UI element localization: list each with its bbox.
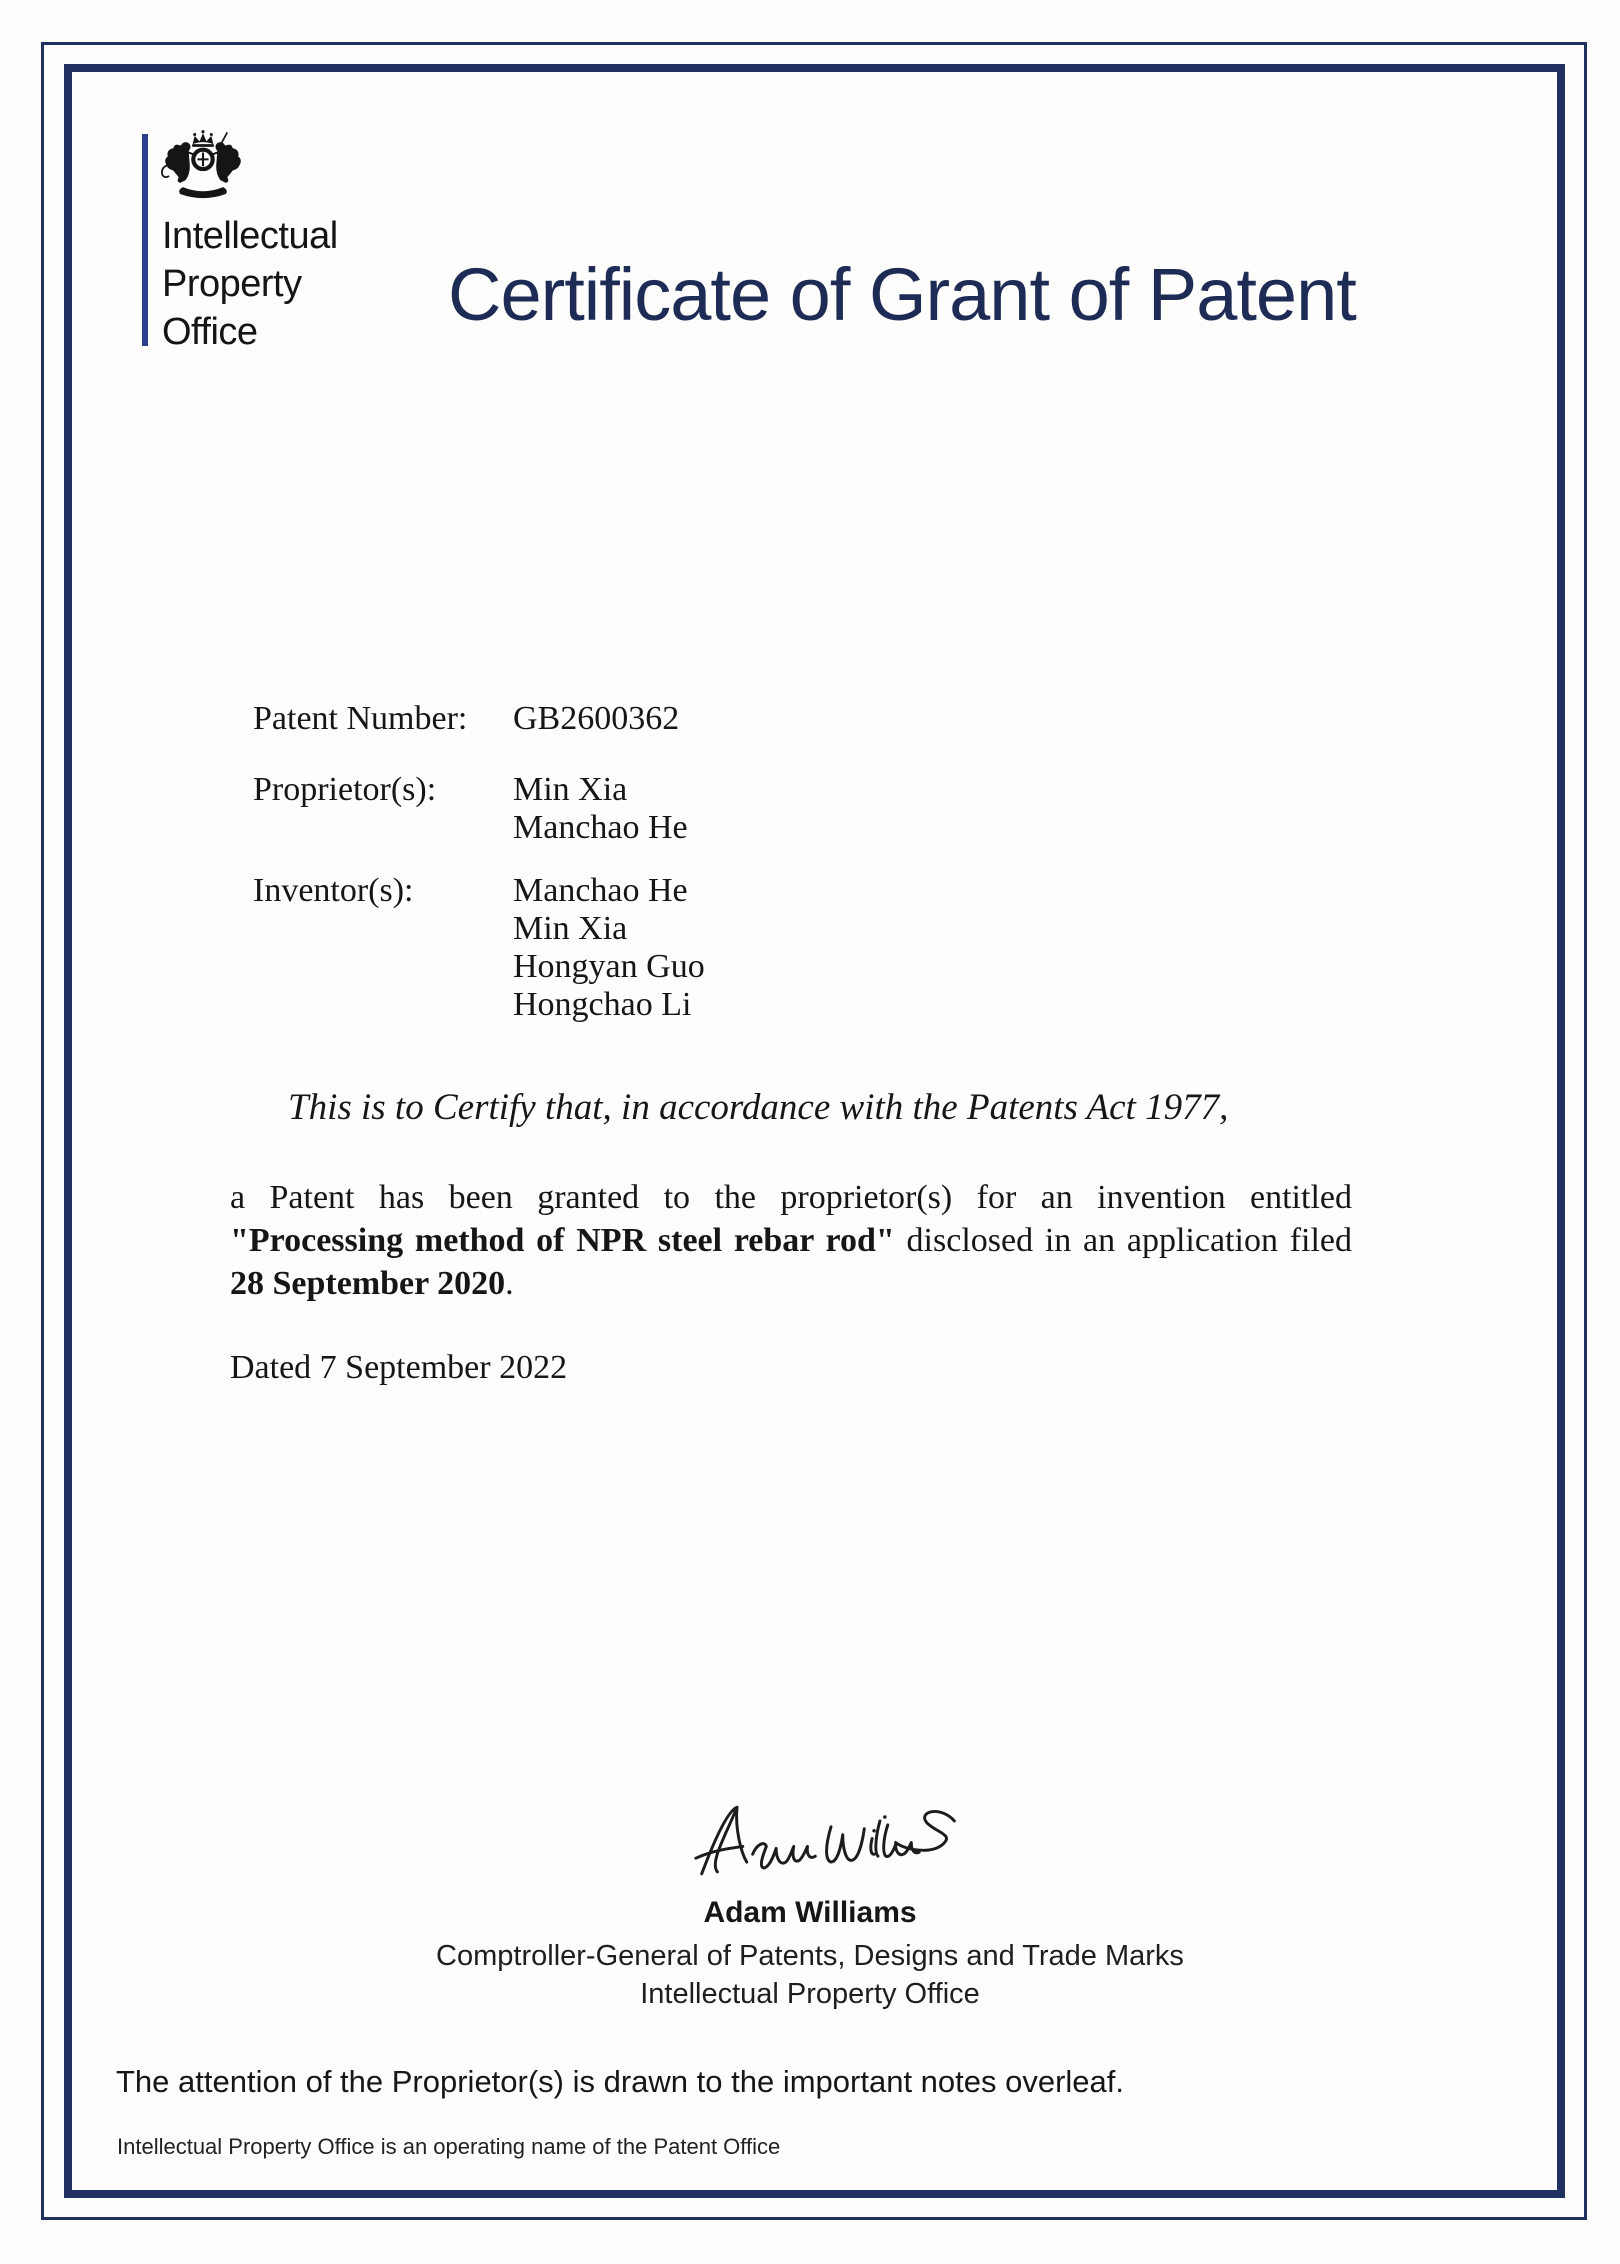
filing-date: 28 September 2020: [230, 1265, 506, 1302]
grant-text-1: a Patent has been granted to the proprietor(s) for an invention entitled: [230, 1179, 1352, 1216]
page-title: Certificate of Grant of Patent: [448, 253, 1356, 336]
field-row-inventors: [253, 872, 1353, 1024]
proprietor-name: Min Xia: [513, 771, 628, 808]
inventor-name: Hongchao Li: [513, 986, 692, 1023]
logo-line-office: Office: [162, 311, 258, 353]
patent-fields: [253, 700, 1353, 1024]
invention-title: "Processing method of NPR steel rebar rod": [230, 1222, 895, 1259]
patent-number: GB2600362: [513, 700, 680, 737]
proprietor-name: Manchao He: [513, 809, 688, 846]
operating-name-smallprint: Intellectual Property Office is an operating name of the Patent Office: [117, 2134, 781, 2159]
proprietors-label: Proprietor(s):: [253, 771, 437, 808]
adam-williams-signature: [688, 1794, 972, 1890]
inventor-name: Manchao He: [513, 872, 688, 909]
inventors-values: [513, 872, 705, 1024]
grant-text-2: disclosed in an application filed: [894, 1222, 1352, 1259]
patent-number-value: [513, 700, 679, 738]
proprietors-values: [513, 771, 688, 847]
certify-statement: This is to Certify that, in accordance with the Patents Act 1977,: [288, 1087, 1229, 1128]
logo-vertical-bar: [142, 134, 148, 346]
logo-line-intellectual: Intellectual: [162, 215, 338, 257]
royal-coat-of-arms-icon: [158, 128, 248, 206]
signatory-role: Comptroller-General of Patents, Designs and Trade Marks: [436, 1940, 1184, 1972]
field-row-proprietors: [253, 771, 1353, 847]
grant-paragraph: [230, 1176, 1352, 1305]
patent-number-label: Patent Number:: [253, 700, 468, 737]
attention-notice: The attention of the Proprietor(s) is drawn to the important notes overleaf.: [116, 2064, 1125, 2099]
grant-text-3: .: [505, 1265, 514, 1302]
inventor-name: Hongyan Guo: [513, 948, 705, 985]
dated-line: Dated 7 September 2022: [230, 1349, 568, 1386]
inventor-name: Min Xia: [513, 910, 628, 947]
field-row-patent-number: [253, 700, 1353, 738]
logo-org-name: [162, 212, 338, 356]
logo-line-property: Property: [162, 263, 302, 305]
signatory-name: Adam Williams: [703, 1896, 917, 1929]
inventors-label: Inventor(s):: [253, 872, 414, 909]
signatory-office: Intellectual Property Office: [640, 1978, 980, 2010]
